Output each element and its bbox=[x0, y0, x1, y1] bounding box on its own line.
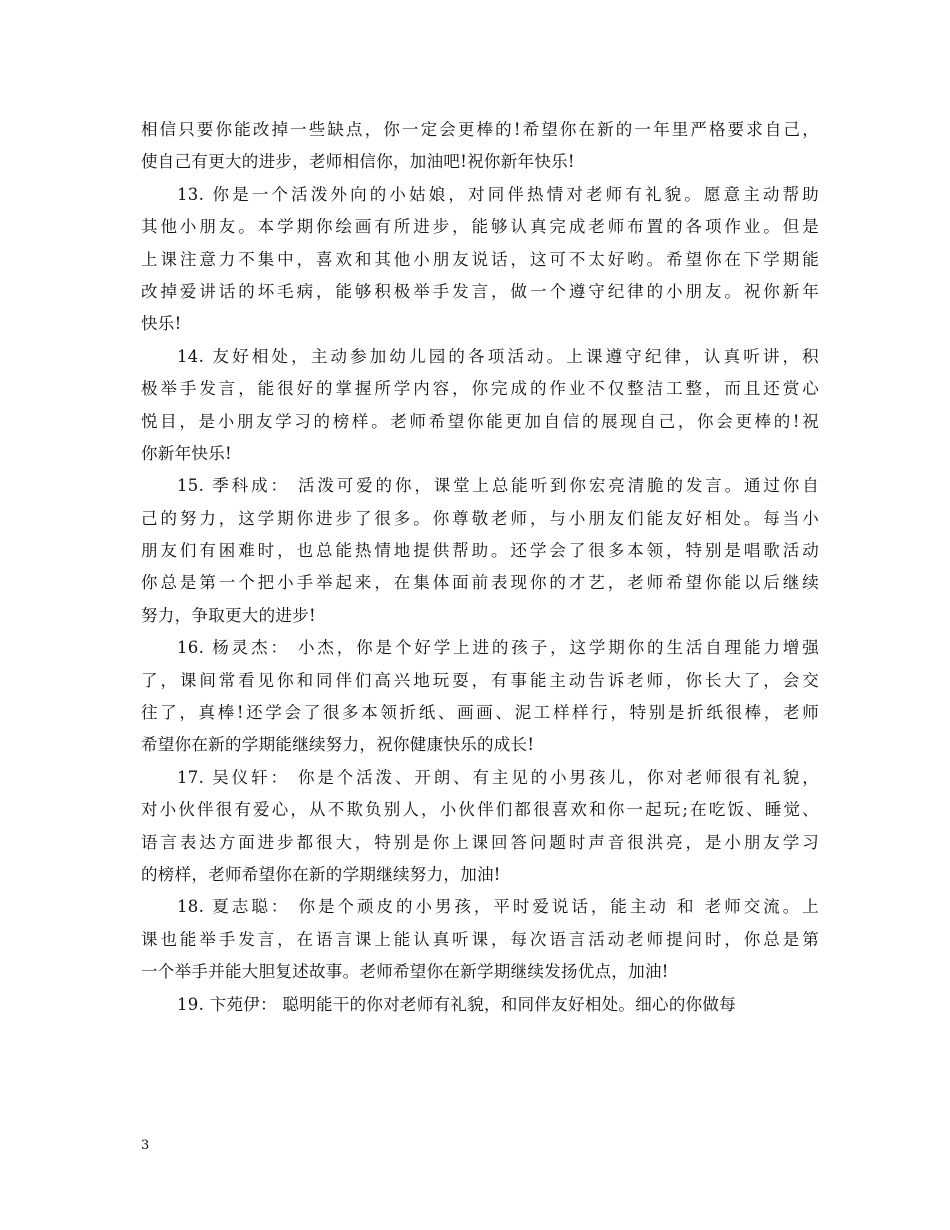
page-number: 3 bbox=[141, 1138, 150, 1153]
text-line: 17. 吴仪轩： 你是个活泼、开朗、有主见的小男孩儿，你对老师很有礼貌， bbox=[177, 767, 819, 787]
paragraph bbox=[141, 114, 819, 179]
text-line: 使自己有更大的进步，老师相信你，加油吧!祝你新年快乐! bbox=[141, 152, 575, 172]
text-line: 了，课间常看见你和同伴们高兴地玩耍，有事能主动告诉老师，你长大了，会交 bbox=[141, 670, 819, 690]
text-line: 13. 你是一个活泼外向的小姑娘，对同伴热情对老师有礼貌。愿意主动帮助 bbox=[177, 184, 819, 204]
text-line: 相信只要你能改掉一些缺点，你一定会更棒的!希望你在新的一年里严格要求自己， bbox=[141, 120, 819, 139]
paragraph bbox=[141, 989, 819, 1021]
text-line: 一个举手并能大胆复述故事。老师希望你在新学期继续发扬优点，加油! bbox=[141, 962, 669, 982]
paragraph bbox=[141, 891, 819, 988]
text-line: 14. 友好相处，主动参加幼儿园的各项活动。上课遵守纪律，认真听讲，积 bbox=[177, 346, 819, 366]
text-line: 15. 季科成： 活泼可爱的你，课堂上总能听到你宏亮清脆的发言。通过你自 bbox=[177, 476, 819, 496]
text-line: 16. 杨灵杰： 小杰，你是个好学上进的孩子，这学期你的生活自理能力增强 bbox=[177, 638, 819, 658]
text-line: 快乐! bbox=[141, 314, 182, 334]
text-line: 的榜样，老师希望你在新的学期继续努力，加油! bbox=[141, 864, 501, 884]
text-line: 己的努力，这学期你进步了很多。你尊敬老师，与小朋友们能友好相处。每当小 bbox=[141, 508, 819, 528]
text-line: 19. 卞苑伊： 聪明能干的你对老师有礼貌，和同伴友好相处。细心的你做每 bbox=[177, 994, 737, 1014]
paragraph bbox=[141, 470, 819, 632]
text-line: 课也能举手发言，在语言课上能认真听课，每次语言活动老师提问时，你总是第 bbox=[141, 929, 819, 949]
paragraph bbox=[141, 632, 819, 762]
paragraph bbox=[141, 179, 819, 341]
text-line: 努力，争取更大的进步! bbox=[141, 605, 316, 625]
text-line: 18. 夏志聪： 你是个顽皮的小男孩，平时爱说话，能主动 和 老师交流。上 bbox=[177, 897, 819, 917]
paragraph bbox=[141, 762, 819, 892]
text-line: 其他小朋友。本学期你绘画有所进步，能够认真完成老师布置的各项作业。但是 bbox=[141, 217, 819, 237]
text-line: 上课注意力不集中，喜欢和其他小朋友说话，这可不太好哟。希望你在下学期能 bbox=[141, 249, 819, 269]
text-line: 希望你在新的学期能继续努力，祝你健康快乐的成长! bbox=[141, 735, 535, 755]
paragraph bbox=[141, 341, 819, 471]
text-line: 朋友们有困难时，也总能热情地提供帮助。还学会了很多本领，特别是唱歌活动 bbox=[141, 541, 819, 561]
text-line: 改掉爱讲话的坏毛病，能够积极举手发言，做一个遵守纪律的小朋友。祝你新年 bbox=[141, 281, 819, 301]
text-line: 悦目，是小朋友学习的榜样。老师希望你能更加自信的展现自己，你会更棒的!祝 bbox=[141, 411, 819, 431]
text-line: 往了，真棒!还学会了很多本领折纸、画画、泥工样样行，特别是折纸很棒，老师 bbox=[141, 703, 819, 723]
document-body bbox=[141, 114, 819, 1021]
text-line: 你新年快乐! bbox=[141, 443, 232, 463]
text-line: 对小伙伴很有爱心，从不欺负别人，小伙伴们都很喜欢和你一起玩;在吃饭、睡觉、 bbox=[141, 800, 819, 820]
text-line: 语言表达方面进步都很大，特别是你上课回答问题时声音很洪亮，是小朋友学习 bbox=[141, 832, 819, 852]
text-line: 极举手发言，能很好的掌握所学内容，你完成的作业不仅整洁工整，而且还赏心 bbox=[141, 379, 819, 399]
text-line: 你总是第一个把小手举起来，在集体面前表现你的才艺，老师希望你能以后继续 bbox=[141, 573, 819, 593]
